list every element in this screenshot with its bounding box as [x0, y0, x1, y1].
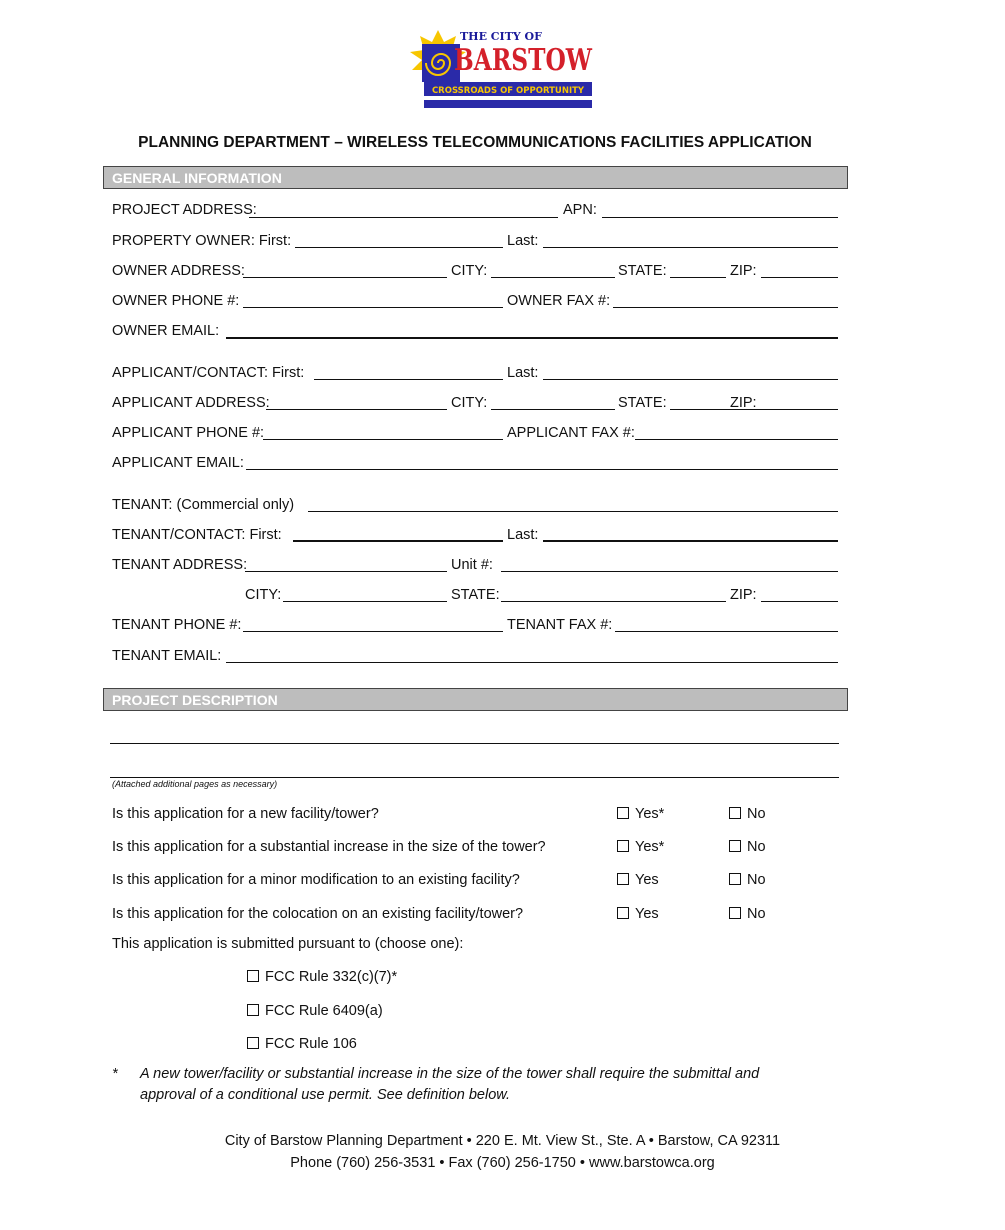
- owner-fax-label: OWNER FAX #:: [507, 293, 611, 309]
- page-title: PLANNING DEPARTMENT – WIRELESS TELECOMMUNICATIONS FACILITIES APPLICATION: [138, 134, 812, 151]
- tenant-unit-field[interactable]: [501, 571, 838, 572]
- owner-phone-field[interactable]: [243, 307, 503, 308]
- applicant-email-field[interactable]: [246, 469, 838, 470]
- property-owner-label: PROPERTY OWNER: First:: [112, 233, 292, 249]
- checkbox-icon[interactable]: [247, 970, 259, 982]
- q3-no-option[interactable]: No: [729, 871, 766, 889]
- applicant-address-label: APPLICANT ADDRESS:: [112, 395, 270, 411]
- question-new-facility: Is this application for a new facility/tower?: [112, 806, 379, 822]
- owner-zip-label: ZIP:: [730, 263, 757, 279]
- footer-address: City of Barstow Planning Department • 220 E. Mt. View St., Ste. A • Barstow, CA 92311: [224, 1133, 781, 1149]
- tenant-email-field[interactable]: [226, 662, 838, 663]
- applicant-address-field[interactable]: [266, 409, 447, 410]
- section-header-general: GENERAL INFORMATION: [103, 166, 848, 189]
- footnote-line-1: A new tower/facility or substantial increase in the size of the tower shall require the submittal and: [140, 1066, 760, 1082]
- applicant-contact-label: APPLICANT/CONTACT: First:: [112, 365, 305, 381]
- applicant-first-field[interactable]: [314, 379, 503, 380]
- owner-phone-label: OWNER PHONE #:: [112, 293, 240, 309]
- project-description-line-2[interactable]: [110, 777, 839, 778]
- tenant-field[interactable]: [308, 511, 838, 512]
- svg-text:BARSTOW: BARSTOW: [454, 43, 594, 78]
- q2-no-option[interactable]: No: [729, 838, 766, 856]
- checkbox-icon[interactable]: [729, 873, 741, 885]
- checkbox-icon[interactable]: [617, 807, 629, 819]
- owner-city-field[interactable]: [491, 277, 615, 278]
- applicant-fax-field[interactable]: [635, 439, 838, 440]
- applicant-last-label: Last:: [507, 365, 539, 381]
- q1-yes-option[interactable]: Yes*: [617, 805, 664, 823]
- applicant-city-label: CITY:: [451, 395, 488, 411]
- tenant-state-label: STATE:: [451, 587, 500, 603]
- owner-address-label: OWNER ADDRESS:: [112, 263, 245, 279]
- project-description-line-1[interactable]: [110, 743, 839, 744]
- q2-yes-option[interactable]: Yes*: [617, 838, 664, 856]
- checkbox-icon[interactable]: [617, 907, 629, 919]
- svg-text:CROSSROADS OF OPPORTUNITY: CROSSROADS OF OPPORTUNITY: [431, 86, 585, 96]
- owner-state-label: STATE:: [618, 263, 667, 279]
- applicant-state-label: STATE:: [618, 395, 667, 411]
- rule-332-option[interactable]: FCC Rule 332(c)(7)*: [247, 968, 397, 986]
- checkbox-icon[interactable]: [247, 1037, 259, 1049]
- footnote-asterisk: *: [112, 1066, 118, 1082]
- applicant-last-field[interactable]: [543, 379, 838, 380]
- question-minor-modification: Is this application for a minor modification to an existing facility?: [112, 872, 520, 888]
- apn-field[interactable]: [602, 217, 838, 218]
- tenant-state-field[interactable]: [501, 601, 726, 602]
- tenant-contact-label: TENANT/CONTACT: First:: [112, 527, 282, 543]
- tenant-phone-field[interactable]: [243, 631, 503, 632]
- tenant-zip-label: ZIP:: [730, 587, 757, 603]
- owner-last-label: Last:: [507, 233, 539, 249]
- tenant-fax-label: TENANT FAX #:: [507, 617, 613, 633]
- applicant-city-field[interactable]: [491, 409, 615, 410]
- tenant-zip-field[interactable]: [761, 601, 838, 602]
- owner-state-field[interactable]: [670, 277, 726, 278]
- tenant-last-label: Last:: [507, 527, 539, 543]
- applicant-zip-label: ZIP:: [730, 395, 757, 411]
- applicant-email-label: APPLICANT EMAIL:: [112, 455, 244, 471]
- tenant-fax-field[interactable]: [615, 631, 838, 632]
- applicant-phone-field[interactable]: [263, 439, 503, 440]
- footnote-line-2: approval of a conditional use permit. See definition below.: [140, 1087, 510, 1103]
- tenant-email-label: TENANT EMAIL:: [112, 648, 222, 664]
- owner-address-field[interactable]: [243, 277, 447, 278]
- applicant-phone-label: APPLICANT PHONE #:: [112, 425, 265, 441]
- checkbox-icon[interactable]: [729, 807, 741, 819]
- checkbox-icon[interactable]: [729, 907, 741, 919]
- footer-contact: Phone (760) 256-3531 • Fax (760) 256-1750 • www.barstowca.org: [290, 1155, 715, 1171]
- q4-yes-option[interactable]: Yes: [617, 905, 659, 923]
- city-logo: [408, 28, 600, 114]
- tenant-last-field[interactable]: [543, 540, 838, 542]
- owner-city-label: CITY:: [451, 263, 488, 279]
- rule-6409-option[interactable]: FCC Rule 6409(a): [247, 1002, 383, 1020]
- tenant-address-label: TENANT ADDRESS:: [112, 557, 248, 573]
- checkbox-icon[interactable]: [247, 1004, 259, 1016]
- owner-email-field[interactable]: [226, 337, 838, 339]
- tenant-unit-label: Unit #:: [451, 557, 493, 573]
- owner-last-field[interactable]: [543, 247, 838, 248]
- tenant-city-field[interactable]: [283, 601, 447, 602]
- applicant-fax-label: APPLICANT FAX #:: [507, 425, 635, 441]
- question-colocation: Is this application for the colocation on an existing facility/tower?: [112, 906, 524, 922]
- section-header-project: PROJECT DESCRIPTION: [103, 688, 848, 711]
- q3-yes-option[interactable]: Yes: [617, 871, 659, 889]
- owner-first-field[interactable]: [295, 247, 503, 248]
- project-address-field[interactable]: [249, 217, 558, 218]
- tenant-city-label: CITY:: [245, 587, 282, 603]
- attached-note: (Attached additional pages as necessary): [112, 779, 278, 789]
- q1-no-option[interactable]: No: [729, 805, 766, 823]
- checkbox-icon[interactable]: [617, 840, 629, 852]
- rule-106-option[interactable]: FCC Rule 106: [247, 1035, 357, 1053]
- tenant-first-field[interactable]: [293, 540, 503, 542]
- project-address-label: PROJECT ADDRESS:: [112, 202, 257, 218]
- checkbox-icon[interactable]: [617, 873, 629, 885]
- question-substantial-increase: Is this application for a substantial increase in the size of the tower?: [112, 839, 546, 855]
- tenant-label: TENANT: (Commercial only): [112, 497, 295, 513]
- owner-fax-field[interactable]: [613, 307, 838, 308]
- tenant-address-field[interactable]: [245, 571, 447, 572]
- owner-email-label: OWNER EMAIL:: [112, 323, 220, 339]
- svg-text:THE CITY OF: THE CITY OF: [460, 30, 542, 43]
- q4-no-option[interactable]: No: [729, 905, 766, 923]
- apn-label: APN:: [563, 202, 597, 218]
- owner-zip-field[interactable]: [761, 277, 838, 278]
- tenant-phone-label: TENANT PHONE #:: [112, 617, 242, 633]
- pursuant-label: This application is submitted pursuant to (choose one):: [112, 936, 464, 952]
- checkbox-icon[interactable]: [729, 840, 741, 852]
